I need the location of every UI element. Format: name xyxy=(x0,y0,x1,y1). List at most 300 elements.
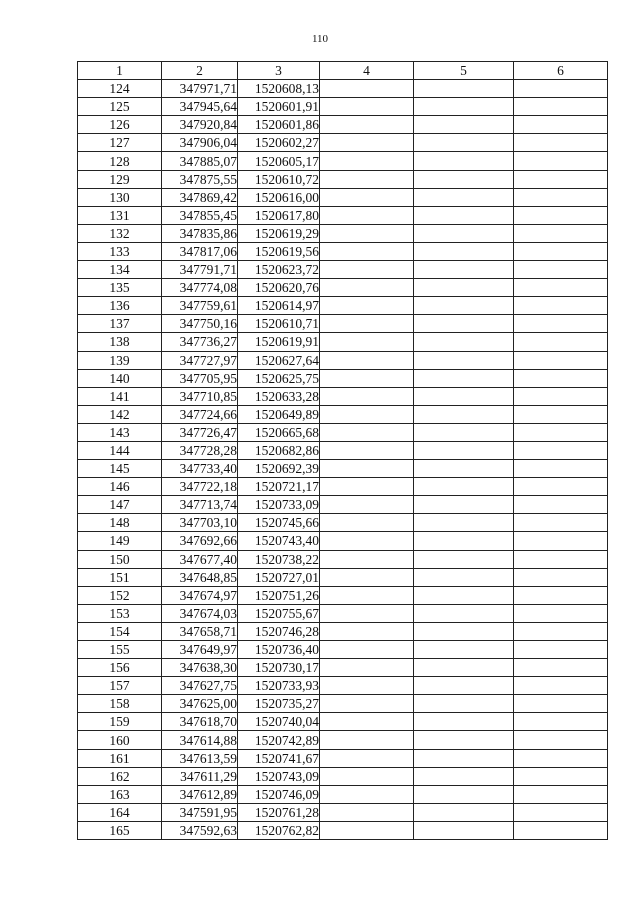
y-coordinate-cell: 1520738,22 xyxy=(238,550,320,568)
point-number-cell: 131 xyxy=(78,206,162,224)
empty-cell xyxy=(514,261,608,279)
point-number-cell: 151 xyxy=(78,568,162,586)
empty-cell xyxy=(514,514,608,532)
x-coordinate-cell: 347713,74 xyxy=(162,496,238,514)
point-number-cell: 126 xyxy=(78,116,162,134)
x-coordinate-cell: 347869,42 xyxy=(162,188,238,206)
y-coordinate-cell: 1520736,40 xyxy=(238,641,320,659)
point-number-cell: 144 xyxy=(78,441,162,459)
empty-cell xyxy=(514,188,608,206)
table-row xyxy=(78,297,608,315)
empty-cell xyxy=(414,713,514,731)
empty-cell xyxy=(320,333,414,351)
x-coordinate-cell: 347592,63 xyxy=(162,821,238,839)
empty-cell xyxy=(320,749,414,767)
point-number-cell: 155 xyxy=(78,641,162,659)
x-coordinate-cell: 347692,66 xyxy=(162,532,238,550)
x-coordinate-cell: 347710,85 xyxy=(162,387,238,405)
table-body xyxy=(78,80,608,840)
table-row xyxy=(78,749,608,767)
x-coordinate-cell: 347855,45 xyxy=(162,206,238,224)
empty-cell xyxy=(320,803,414,821)
empty-cell xyxy=(320,134,414,152)
table-header-row xyxy=(78,62,608,80)
x-coordinate-cell: 347649,97 xyxy=(162,641,238,659)
empty-cell xyxy=(514,206,608,224)
x-coordinate-cell: 347611,29 xyxy=(162,767,238,785)
y-coordinate-cell: 1520619,29 xyxy=(238,224,320,242)
column-header-4: 4 xyxy=(320,62,414,80)
empty-cell xyxy=(414,441,514,459)
empty-cell xyxy=(320,224,414,242)
empty-cell xyxy=(414,369,514,387)
table-row xyxy=(78,423,608,441)
point-number-cell: 137 xyxy=(78,315,162,333)
empty-cell xyxy=(320,821,414,839)
empty-cell xyxy=(320,80,414,98)
point-number-cell: 139 xyxy=(78,351,162,369)
point-number-cell: 128 xyxy=(78,152,162,170)
table-row xyxy=(78,550,608,568)
x-coordinate-cell: 347677,40 xyxy=(162,550,238,568)
x-coordinate-cell: 347835,86 xyxy=(162,224,238,242)
empty-cell xyxy=(320,568,414,586)
empty-cell xyxy=(414,767,514,785)
y-coordinate-cell: 1520741,67 xyxy=(238,749,320,767)
empty-cell xyxy=(414,405,514,423)
empty-cell xyxy=(514,134,608,152)
point-number-cell: 135 xyxy=(78,279,162,297)
empty-cell xyxy=(414,659,514,677)
empty-cell xyxy=(514,749,608,767)
empty-cell xyxy=(514,821,608,839)
table-row xyxy=(78,803,608,821)
empty-cell xyxy=(514,387,608,405)
empty-cell xyxy=(320,188,414,206)
empty-cell xyxy=(514,98,608,116)
x-coordinate-cell: 347759,61 xyxy=(162,297,238,315)
x-coordinate-cell: 347674,97 xyxy=(162,586,238,604)
empty-cell xyxy=(414,351,514,369)
table-row xyxy=(78,242,608,260)
y-coordinate-cell: 1520614,97 xyxy=(238,297,320,315)
empty-cell xyxy=(414,821,514,839)
empty-cell xyxy=(514,550,608,568)
empty-cell xyxy=(320,604,414,622)
empty-cell xyxy=(320,622,414,640)
point-number-cell: 140 xyxy=(78,369,162,387)
y-coordinate-cell: 1520682,86 xyxy=(238,441,320,459)
x-coordinate-cell: 347705,95 xyxy=(162,369,238,387)
table-row xyxy=(78,767,608,785)
x-coordinate-cell: 347618,70 xyxy=(162,713,238,731)
x-coordinate-cell: 347733,40 xyxy=(162,460,238,478)
column-header-6: 6 xyxy=(514,62,608,80)
empty-cell xyxy=(514,785,608,803)
empty-cell xyxy=(414,152,514,170)
empty-cell xyxy=(414,116,514,134)
y-coordinate-cell: 1520692,39 xyxy=(238,460,320,478)
table-row xyxy=(78,677,608,695)
y-coordinate-cell: 1520730,17 xyxy=(238,659,320,677)
y-coordinate-cell: 1520733,93 xyxy=(238,677,320,695)
empty-cell xyxy=(514,568,608,586)
x-coordinate-cell: 347625,00 xyxy=(162,695,238,713)
empty-cell xyxy=(414,496,514,514)
empty-cell xyxy=(414,170,514,188)
y-coordinate-cell: 1520761,28 xyxy=(238,803,320,821)
point-number-cell: 165 xyxy=(78,821,162,839)
point-number-cell: 129 xyxy=(78,170,162,188)
y-coordinate-cell: 1520742,89 xyxy=(238,731,320,749)
table-row xyxy=(78,441,608,459)
empty-cell xyxy=(320,496,414,514)
point-number-cell: 124 xyxy=(78,80,162,98)
coordinates-table xyxy=(77,61,608,840)
x-coordinate-cell: 347817,06 xyxy=(162,242,238,260)
y-coordinate-cell: 1520743,40 xyxy=(238,532,320,550)
empty-cell xyxy=(320,731,414,749)
x-coordinate-cell: 347906,04 xyxy=(162,134,238,152)
y-coordinate-cell: 1520746,09 xyxy=(238,785,320,803)
empty-cell xyxy=(414,550,514,568)
empty-cell xyxy=(320,279,414,297)
empty-cell xyxy=(514,242,608,260)
empty-cell xyxy=(320,586,414,604)
y-coordinate-cell: 1520633,28 xyxy=(238,387,320,405)
y-coordinate-cell: 1520735,27 xyxy=(238,695,320,713)
empty-cell xyxy=(514,170,608,188)
table-row xyxy=(78,496,608,514)
x-coordinate-cell: 347627,75 xyxy=(162,677,238,695)
y-coordinate-cell: 1520620,76 xyxy=(238,279,320,297)
page-number: 110 xyxy=(311,33,329,45)
y-coordinate-cell: 1520627,64 xyxy=(238,351,320,369)
table-row xyxy=(78,261,608,279)
empty-cell xyxy=(320,297,414,315)
point-number-cell: 163 xyxy=(78,785,162,803)
empty-cell xyxy=(514,604,608,622)
point-number-cell: 147 xyxy=(78,496,162,514)
point-number-cell: 127 xyxy=(78,134,162,152)
empty-cell xyxy=(320,206,414,224)
empty-cell xyxy=(320,514,414,532)
empty-cell xyxy=(514,731,608,749)
y-coordinate-cell: 1520743,09 xyxy=(238,767,320,785)
point-number-cell: 161 xyxy=(78,749,162,767)
empty-cell xyxy=(320,460,414,478)
y-coordinate-cell: 1520751,26 xyxy=(238,586,320,604)
empty-cell xyxy=(414,622,514,640)
y-coordinate-cell: 1520623,72 xyxy=(238,261,320,279)
empty-cell xyxy=(514,80,608,98)
empty-cell xyxy=(320,550,414,568)
point-number-cell: 157 xyxy=(78,677,162,695)
empty-cell xyxy=(514,478,608,496)
empty-cell xyxy=(414,532,514,550)
point-number-cell: 134 xyxy=(78,261,162,279)
point-number-cell: 158 xyxy=(78,695,162,713)
y-coordinate-cell: 1520619,56 xyxy=(238,242,320,260)
x-coordinate-cell: 347791,71 xyxy=(162,261,238,279)
point-number-cell: 164 xyxy=(78,803,162,821)
empty-cell xyxy=(514,405,608,423)
empty-cell xyxy=(514,152,608,170)
empty-cell xyxy=(414,604,514,622)
x-coordinate-cell: 347945,64 xyxy=(162,98,238,116)
empty-cell xyxy=(320,387,414,405)
empty-cell xyxy=(514,279,608,297)
y-coordinate-cell: 1520605,17 xyxy=(238,152,320,170)
y-coordinate-cell: 1520602,27 xyxy=(238,134,320,152)
point-number-cell: 149 xyxy=(78,532,162,550)
x-coordinate-cell: 347736,27 xyxy=(162,333,238,351)
table-row xyxy=(78,116,608,134)
empty-cell xyxy=(414,297,514,315)
empty-cell xyxy=(414,641,514,659)
empty-cell xyxy=(320,767,414,785)
point-number-cell: 125 xyxy=(78,98,162,116)
empty-cell xyxy=(514,622,608,640)
empty-cell xyxy=(320,369,414,387)
table-row xyxy=(78,387,608,405)
x-coordinate-cell: 347885,07 xyxy=(162,152,238,170)
y-coordinate-cell: 1520727,01 xyxy=(238,568,320,586)
empty-cell xyxy=(414,785,514,803)
table-row xyxy=(78,731,608,749)
empty-cell xyxy=(514,803,608,821)
empty-cell xyxy=(414,261,514,279)
empty-cell xyxy=(320,315,414,333)
empty-cell xyxy=(414,80,514,98)
table-row xyxy=(78,80,608,98)
empty-cell xyxy=(320,351,414,369)
table-row xyxy=(78,641,608,659)
empty-cell xyxy=(320,116,414,134)
y-coordinate-cell: 1520610,71 xyxy=(238,315,320,333)
table-row xyxy=(78,170,608,188)
x-coordinate-cell: 347614,88 xyxy=(162,731,238,749)
column-header-2: 2 xyxy=(162,62,238,80)
y-coordinate-cell: 1520601,86 xyxy=(238,116,320,134)
table-row xyxy=(78,785,608,803)
y-coordinate-cell: 1520601,91 xyxy=(238,98,320,116)
table-row xyxy=(78,152,608,170)
empty-cell xyxy=(514,333,608,351)
empty-cell xyxy=(320,152,414,170)
empty-cell xyxy=(414,333,514,351)
table-row xyxy=(78,713,608,731)
empty-cell xyxy=(320,242,414,260)
y-coordinate-cell: 1520625,75 xyxy=(238,369,320,387)
y-coordinate-cell: 1520649,89 xyxy=(238,405,320,423)
x-coordinate-cell: 347920,84 xyxy=(162,116,238,134)
table-row xyxy=(78,695,608,713)
point-number-cell: 143 xyxy=(78,423,162,441)
empty-cell xyxy=(514,713,608,731)
empty-cell xyxy=(414,803,514,821)
empty-cell xyxy=(414,460,514,478)
x-coordinate-cell: 347674,03 xyxy=(162,604,238,622)
empty-cell xyxy=(514,677,608,695)
y-coordinate-cell: 1520740,04 xyxy=(238,713,320,731)
empty-cell xyxy=(514,116,608,134)
x-coordinate-cell: 347612,89 xyxy=(162,785,238,803)
table-row xyxy=(78,315,608,333)
point-number-cell: 130 xyxy=(78,188,162,206)
x-coordinate-cell: 347648,85 xyxy=(162,568,238,586)
table-row xyxy=(78,134,608,152)
point-number-cell: 132 xyxy=(78,224,162,242)
y-coordinate-cell: 1520608,13 xyxy=(238,80,320,98)
empty-cell xyxy=(414,586,514,604)
empty-cell xyxy=(414,695,514,713)
point-number-cell: 148 xyxy=(78,514,162,532)
table-row xyxy=(78,188,608,206)
x-coordinate-cell: 347971,71 xyxy=(162,80,238,98)
table-row xyxy=(78,622,608,640)
table-row xyxy=(78,460,608,478)
x-coordinate-cell: 347727,97 xyxy=(162,351,238,369)
column-header-3: 3 xyxy=(238,62,320,80)
empty-cell xyxy=(414,731,514,749)
empty-cell xyxy=(320,170,414,188)
table-row xyxy=(78,333,608,351)
empty-cell xyxy=(320,695,414,713)
empty-cell xyxy=(514,767,608,785)
point-number-cell: 142 xyxy=(78,405,162,423)
point-number-cell: 136 xyxy=(78,297,162,315)
table-row xyxy=(78,568,608,586)
empty-cell xyxy=(320,405,414,423)
point-number-cell: 133 xyxy=(78,242,162,260)
empty-cell xyxy=(514,695,608,713)
empty-cell xyxy=(320,641,414,659)
table-row xyxy=(78,514,608,532)
empty-cell xyxy=(320,677,414,695)
empty-cell xyxy=(320,478,414,496)
x-coordinate-cell: 347703,10 xyxy=(162,514,238,532)
table-row xyxy=(78,586,608,604)
x-coordinate-cell: 347750,16 xyxy=(162,315,238,333)
y-coordinate-cell: 1520733,09 xyxy=(238,496,320,514)
empty-cell xyxy=(414,568,514,586)
point-number-cell: 150 xyxy=(78,550,162,568)
empty-cell xyxy=(320,785,414,803)
x-coordinate-cell: 347591,95 xyxy=(162,803,238,821)
empty-cell xyxy=(414,478,514,496)
empty-cell xyxy=(414,749,514,767)
empty-cell xyxy=(414,188,514,206)
empty-cell xyxy=(514,369,608,387)
x-coordinate-cell: 347613,59 xyxy=(162,749,238,767)
empty-cell xyxy=(320,423,414,441)
empty-cell xyxy=(320,713,414,731)
table-row xyxy=(78,604,608,622)
y-coordinate-cell: 1520721,17 xyxy=(238,478,320,496)
x-coordinate-cell: 347728,28 xyxy=(162,441,238,459)
point-number-cell: 159 xyxy=(78,713,162,731)
point-number-cell: 152 xyxy=(78,586,162,604)
x-coordinate-cell: 347875,55 xyxy=(162,170,238,188)
column-header-5: 5 xyxy=(414,62,514,80)
empty-cell xyxy=(320,659,414,677)
empty-cell xyxy=(320,532,414,550)
table-row xyxy=(78,279,608,297)
empty-cell xyxy=(414,279,514,297)
point-number-cell: 162 xyxy=(78,767,162,785)
empty-cell xyxy=(414,387,514,405)
empty-cell xyxy=(414,98,514,116)
point-number-cell: 160 xyxy=(78,731,162,749)
empty-cell xyxy=(414,242,514,260)
x-coordinate-cell: 347726,47 xyxy=(162,423,238,441)
table-row xyxy=(78,224,608,242)
empty-cell xyxy=(514,460,608,478)
empty-cell xyxy=(414,315,514,333)
table-row xyxy=(78,351,608,369)
point-number-cell: 145 xyxy=(78,460,162,478)
y-coordinate-cell: 1520619,91 xyxy=(238,333,320,351)
empty-cell xyxy=(514,351,608,369)
empty-cell xyxy=(414,423,514,441)
point-number-cell: 156 xyxy=(78,659,162,677)
empty-cell xyxy=(514,641,608,659)
empty-cell xyxy=(514,297,608,315)
empty-cell xyxy=(514,224,608,242)
y-coordinate-cell: 1520745,66 xyxy=(238,514,320,532)
x-coordinate-cell: 347658,71 xyxy=(162,622,238,640)
point-number-cell: 153 xyxy=(78,604,162,622)
table-row xyxy=(78,821,608,839)
point-number-cell: 154 xyxy=(78,622,162,640)
empty-cell xyxy=(320,261,414,279)
empty-cell xyxy=(514,496,608,514)
x-coordinate-cell: 347638,30 xyxy=(162,659,238,677)
x-coordinate-cell: 347724,66 xyxy=(162,405,238,423)
table-row xyxy=(78,659,608,677)
x-coordinate-cell: 347722,18 xyxy=(162,478,238,496)
empty-cell xyxy=(514,659,608,677)
x-coordinate-cell: 347774,08 xyxy=(162,279,238,297)
empty-cell xyxy=(514,532,608,550)
empty-cell xyxy=(414,224,514,242)
y-coordinate-cell: 1520610,72 xyxy=(238,170,320,188)
y-coordinate-cell: 1520762,82 xyxy=(238,821,320,839)
y-coordinate-cell: 1520665,68 xyxy=(238,423,320,441)
y-coordinate-cell: 1520755,67 xyxy=(238,604,320,622)
empty-cell xyxy=(514,315,608,333)
empty-cell xyxy=(414,206,514,224)
empty-cell xyxy=(414,514,514,532)
empty-cell xyxy=(514,586,608,604)
empty-cell xyxy=(514,441,608,459)
empty-cell xyxy=(514,423,608,441)
table-row xyxy=(78,206,608,224)
empty-cell xyxy=(320,441,414,459)
y-coordinate-cell: 1520616,00 xyxy=(238,188,320,206)
table-row xyxy=(78,369,608,387)
point-number-cell: 141 xyxy=(78,387,162,405)
point-number-cell: 138 xyxy=(78,333,162,351)
table-row xyxy=(78,405,608,423)
point-number-cell: 146 xyxy=(78,478,162,496)
table-row xyxy=(78,98,608,116)
empty-cell xyxy=(320,98,414,116)
column-header-1: 1 xyxy=(78,62,162,80)
y-coordinate-cell: 1520746,28 xyxy=(238,622,320,640)
table-row xyxy=(78,532,608,550)
